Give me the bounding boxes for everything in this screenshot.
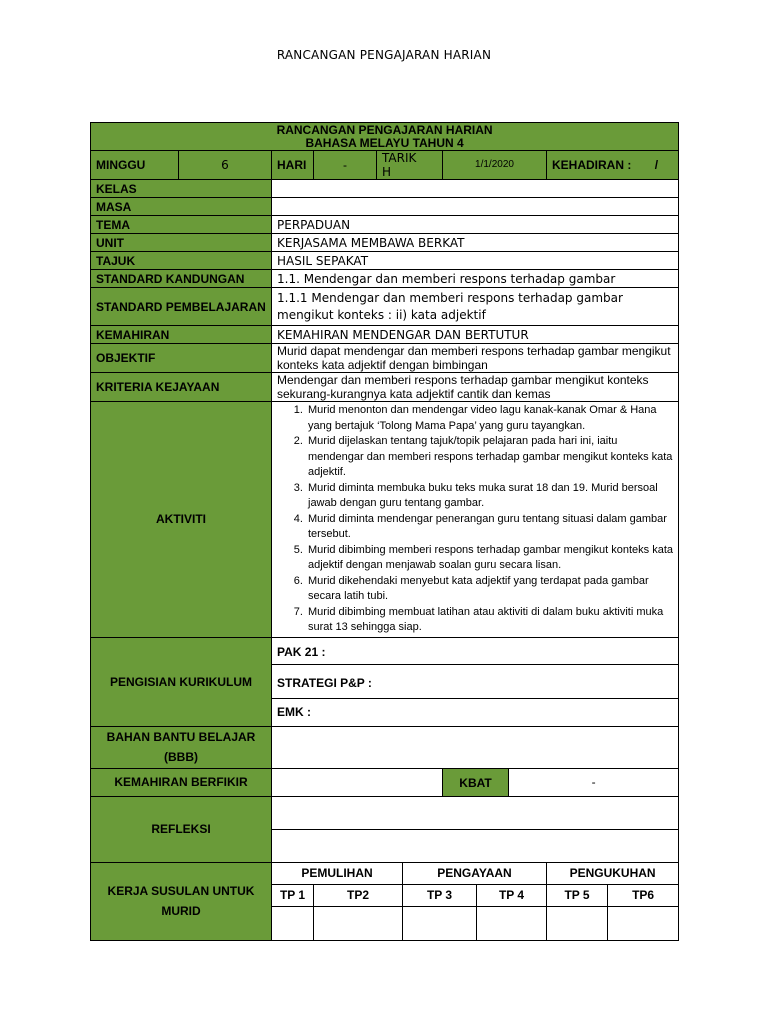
refleksi-line-2 <box>272 829 679 862</box>
pengukuhan-header: PENGUKUHAN <box>547 862 679 884</box>
kemahiran-value: KEMAHIRAN MENDENGAR DAN BERTUTUR <box>272 326 679 344</box>
tp-header: TP 4 <box>477 884 547 906</box>
kerja-susulan-label <box>91 862 272 940</box>
hari-value: - <box>314 151 377 180</box>
tarikh-label <box>377 151 443 180</box>
minggu-value: 6 <box>179 151 272 180</box>
refleksi-label: REFLEKSI <box>91 796 272 862</box>
tp-cell <box>314 906 403 940</box>
tp-cell <box>272 906 314 940</box>
aktiviti-item: 4. Murid diminta mendengar penerangan guru tentang situasi dalam gambar tersebut. <box>306 512 674 543</box>
aktiviti-label: AKTIVITI <box>91 402 272 638</box>
table-header <box>91 123 679 151</box>
pengayaan-header: PENGAYAAN <box>403 862 547 884</box>
kemahiran-berfikir-label: KEMAHIRAN BERFIKIR <box>91 768 272 796</box>
lesson-plan-table <box>90 122 679 941</box>
standard-pembelajaran-label: STANDARD PEMBELAJARAN <box>91 288 272 326</box>
pak21-field: PAK 21 : <box>272 637 679 664</box>
unit-value: KERJASAMA MEMBAWA BERKAT <box>272 234 679 252</box>
standard-kandungan-label: STANDARD KANDUNGAN <box>91 270 272 288</box>
minggu-label: MINGGU <box>91 151 179 180</box>
standard-kandungan-value: 1.1. Mendengar dan memberi respons terhadap gambar <box>272 270 679 288</box>
kehadiran-value: / <box>654 158 659 172</box>
tp-header: TP6 <box>608 884 679 906</box>
kehadiran-label: KEHADIRAN : <box>552 158 632 172</box>
standard-pembelajaran-value: 1.1.1 Mendengar dan memberi respons terhadap gambar mengikut konteks : ii) kata adjektif <box>272 288 679 326</box>
aktiviti-item: 3. Murid diminta membuka buku teks muka surat 18 dan 19. Murid bersoal jawab dengan guru tentang gambar. <box>306 481 674 512</box>
aktiviti-item: 1. Murid menonton dan mendengar video lagu kanak-kanak Omar & Hana yang bertajuk ‘Tolong Mama Papa’ yang guru tayangkan. <box>306 403 674 434</box>
unit-label: UNIT <box>91 234 272 252</box>
tp-header: TP 1 <box>272 884 314 906</box>
tarikh-value: 1/1/2020 <box>443 151 547 180</box>
tp-header: TP 5 <box>547 884 608 906</box>
pengisian-kurikulum-label: PENGISIAN KURIKULUM <box>91 637 272 726</box>
tp-header: TP2 <box>314 884 403 906</box>
bbb-label-line1: BAHAN BANTU BELAJAR <box>106 730 256 744</box>
tp-cell <box>403 906 477 940</box>
bbb-value <box>272 726 679 768</box>
tarikh-label-line1: TARIK <box>382 151 417 165</box>
header-title: RANCANGAN PENGAJARAN HARIAN <box>276 122 493 137</box>
tp-header: TP 3 <box>403 884 477 906</box>
bbb-label <box>91 726 272 768</box>
kelas-label: KELAS <box>91 180 272 198</box>
refleksi-line-1 <box>272 796 679 829</box>
kerja-susulan-label-line1: KERJA SUSULAN UNTUK <box>107 884 255 898</box>
tp-cell <box>547 906 608 940</box>
pemulihan-header: PEMULIHAN <box>272 862 403 884</box>
hari-label: HARI <box>272 151 314 180</box>
bbb-label-line2: (BBB) <box>164 750 198 764</box>
kbat-value: - <box>509 768 679 796</box>
page-title: RANCANGAN PENGAJARAN HARIAN <box>276 48 492 62</box>
tarikh-label-line2: H <box>382 165 392 179</box>
masa-value <box>272 198 679 216</box>
aktiviti-item: 2. Murid dijelaskan tentang tajuk/topik pelajaran pada hari ini, iaitu mendengar dan memberi respons terhadap gambar mengikut konteks kata adjektif. <box>306 434 674 481</box>
tema-label: TEMA <box>91 216 272 234</box>
tema-value: PERPADUAN <box>272 216 679 234</box>
tp-cell <box>477 906 547 940</box>
kemahiran-berfikir-value <box>272 768 443 796</box>
aktiviti-item: 5. Murid dibimbing memberi respons terhadap gambar mengikut konteks kata adjektif dengan menjawab soalan guru secara lisan. <box>306 543 674 574</box>
objektif-label: OBJEKTIF <box>91 344 272 373</box>
kehadiran-cell <box>547 151 679 180</box>
tajuk-label: TAJUK <box>91 252 272 270</box>
kriteria-kejayaan-label: KRITERIA KEJAYAAN <box>91 373 272 402</box>
kemahiran-label: KEMAHIRAN <box>91 326 272 344</box>
header-subtitle: BAHASA MELAYU TAHUN 4 <box>305 135 464 150</box>
masa-label: MASA <box>91 198 272 216</box>
kbat-label: KBAT <box>443 768 509 796</box>
kelas-value <box>272 180 679 198</box>
kerja-susulan-label-line2: MURID <box>161 904 201 918</box>
aktiviti-item: 6. Murid dikehendaki menyebut kata adjektif yang terdapat pada gambar secara latih tubi. <box>306 574 674 605</box>
kriteria-kejayaan-value: Mendengar dan memberi respons terhadap gambar mengikut konteks sekurang-kurangnya kata adjektif cantik dan kemas <box>272 373 679 402</box>
emk-field: EMK : <box>272 698 679 726</box>
strategi-field: STRATEGI P&P : <box>272 664 679 698</box>
aktiviti-cell <box>272 402 679 638</box>
aktiviti-item: 7. Murid dibimbing membuat latihan atau aktiviti di dalam buku aktiviti muka surat 13 sehingga siap. <box>306 605 674 636</box>
objektif-value: Murid dapat mendengar dan memberi respons terhadap gambar mengikut konteks kata adjektif dengan bimbingan <box>272 344 679 373</box>
aktiviti-list <box>276 403 674 636</box>
tajuk-value: HASIL SEPAKAT <box>272 252 679 270</box>
tp-cell <box>608 906 679 940</box>
